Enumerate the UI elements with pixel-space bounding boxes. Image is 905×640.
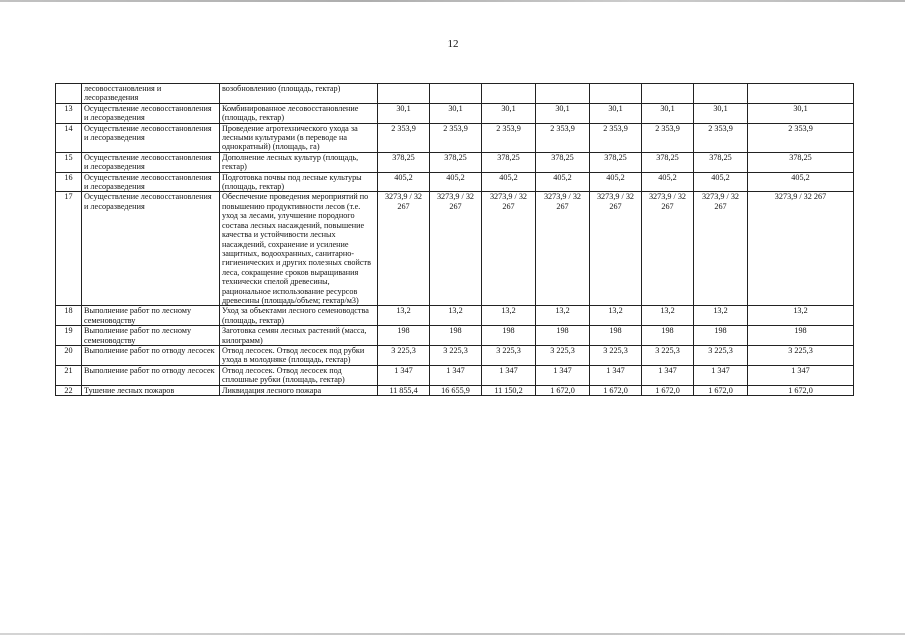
value-cell: 3273,9 / 32 267 — [378, 192, 430, 306]
value-cell — [536, 84, 590, 104]
value-cell: 3 225,3 — [694, 345, 748, 365]
table-row — [56, 103, 854, 123]
value-cell: 405,2 — [536, 172, 590, 192]
value-cell: 11 150,2 — [482, 385, 536, 395]
value-cell: 1 672,0 — [694, 385, 748, 395]
scan-bottom-edge — [0, 633, 905, 635]
indicator-cell: Отвод лесосек. Отвод лесосек под рубки ухода в молодняке (площадь, гектар) — [220, 345, 378, 365]
indicator-cell: Заготовка семян лесных растений (масса, килограмм) — [220, 326, 378, 346]
value-cell: 30,1 — [748, 103, 854, 123]
value-cell: 1 347 — [590, 365, 642, 385]
value-cell: 13,2 — [748, 306, 854, 326]
value-cell: 198 — [536, 326, 590, 346]
indicator-cell: возобновлению (площадь, гектар) — [220, 84, 378, 104]
table-row — [56, 152, 854, 172]
row-number: 21 — [56, 365, 82, 385]
value-cell: 3273,9 / 32 267 — [482, 192, 536, 306]
value-cell: 198 — [430, 326, 482, 346]
value-cell: 1 347 — [482, 365, 536, 385]
value-cell — [482, 84, 536, 104]
value-cell: 30,1 — [642, 103, 694, 123]
value-cell: 2 353,9 — [430, 123, 482, 152]
value-cell: 2 353,9 — [590, 123, 642, 152]
value-cell: 3 225,3 — [590, 345, 642, 365]
row-number: 15 — [56, 152, 82, 172]
indicator-cell: Отвод лесосек. Отвод лесосек под сплошные рубки (площадь, гектар) — [220, 365, 378, 385]
value-cell: 13,2 — [590, 306, 642, 326]
value-cell — [748, 84, 854, 104]
value-cell: 30,1 — [430, 103, 482, 123]
row-number: 22 — [56, 385, 82, 395]
value-cell: 2 353,9 — [642, 123, 694, 152]
value-cell — [430, 84, 482, 104]
row-number: 16 — [56, 172, 82, 192]
value-cell — [378, 84, 430, 104]
row-number: 17 — [56, 192, 82, 306]
row-number: 13 — [56, 103, 82, 123]
activity-cell: Осуществление лесовосстановления и лесоразведения — [82, 103, 220, 123]
value-cell: 3 225,3 — [748, 345, 854, 365]
value-cell: 3273,9 / 32 267 — [590, 192, 642, 306]
table-row — [56, 365, 854, 385]
value-cell: 3273,9 / 32 267 — [642, 192, 694, 306]
activity-cell: Осуществление лесовосстановления и лесоразведения — [82, 152, 220, 172]
activity-cell: лесовосстановления и лесоразведения — [82, 84, 220, 104]
value-cell: 2 353,9 — [378, 123, 430, 152]
value-cell: 378,25 — [748, 152, 854, 172]
activity-cell: Выполнение работ по отводу лесосек — [82, 365, 220, 385]
value-cell: 3273,9 / 32 267 — [694, 192, 748, 306]
value-cell: 1 347 — [748, 365, 854, 385]
value-cell: 3273,9 / 32 267 — [536, 192, 590, 306]
table-body — [56, 84, 854, 396]
value-cell: 3 225,3 — [642, 345, 694, 365]
indicator-cell: Ликвидация лесного пожара — [220, 385, 378, 395]
data-table — [55, 83, 854, 396]
value-cell: 30,1 — [378, 103, 430, 123]
value-cell: 2 353,9 — [748, 123, 854, 152]
indicator-cell: Проведение агротехнического ухода за лесными культурами (в переводе на однократный) (площадь, га) — [220, 123, 378, 152]
value-cell: 378,25 — [536, 152, 590, 172]
table-row — [56, 326, 854, 346]
value-cell: 2 353,9 — [536, 123, 590, 152]
value-cell: 198 — [748, 326, 854, 346]
value-cell: 30,1 — [694, 103, 748, 123]
value-cell: 378,25 — [642, 152, 694, 172]
value-cell: 198 — [694, 326, 748, 346]
value-cell: 378,25 — [378, 152, 430, 172]
value-cell: 16 655,9 — [430, 385, 482, 395]
value-cell: 405,2 — [430, 172, 482, 192]
value-cell — [694, 84, 748, 104]
activity-cell: Выполнение работ по лесному семеноводству — [82, 326, 220, 346]
value-cell: 30,1 — [482, 103, 536, 123]
activity-cell: Тушение лесных пожаров — [82, 385, 220, 395]
indicator-cell: Дополнение лесных культур (площадь, гектар) — [220, 152, 378, 172]
row-number — [56, 84, 82, 104]
value-cell: 3273,9 / 32 267 — [430, 192, 482, 306]
indicator-cell: Уход за объектами лесного семеноводства (площадь, гектар) — [220, 306, 378, 326]
value-cell: 2 353,9 — [694, 123, 748, 152]
page-number: 12 — [447, 38, 459, 50]
indicator-cell: Обеспечение проведения мероприятий по повышению продуктивности лесов (т.е. уход за лесами, улучшение породного состава лесных насаждений, повышение качества и устойчивости лесных насаждений, сохранение и усиление защитных, водоохранных, санитарно-гигиенических и других полезных свойств леса, сокращение сроков выращивания технически спелой древесины, рациональное использование ресурсов древесины (площадь/объем; гектар/м3) — [220, 192, 378, 306]
value-cell: 198 — [378, 326, 430, 346]
indicator-cell: Комбинированное лесовосстановление (площадь, гектар) — [220, 103, 378, 123]
activity-cell: Выполнение работ по лесному семеноводству — [82, 306, 220, 326]
activity-cell: Осуществление лесовосстановления и лесоразведения — [82, 123, 220, 152]
value-cell: 1 347 — [378, 365, 430, 385]
table-row — [56, 192, 854, 306]
activity-cell: Осуществление лесовосстановления и лесоразведения — [82, 172, 220, 192]
value-cell: 13,2 — [430, 306, 482, 326]
scan-top-edge — [0, 0, 905, 2]
value-cell: 1 347 — [536, 365, 590, 385]
value-cell: 198 — [590, 326, 642, 346]
activity-cell: Осуществление лесовосстановления и лесоразведения — [82, 192, 220, 306]
value-cell: 1 347 — [694, 365, 748, 385]
value-cell: 378,25 — [694, 152, 748, 172]
value-cell — [590, 84, 642, 104]
value-cell: 13,2 — [536, 306, 590, 326]
value-cell: 13,2 — [378, 306, 430, 326]
value-cell: 30,1 — [590, 103, 642, 123]
table-row — [56, 385, 854, 395]
value-cell: 1 672,0 — [590, 385, 642, 395]
table-row — [56, 345, 854, 365]
row-number: 19 — [56, 326, 82, 346]
value-cell — [642, 84, 694, 104]
table-row — [56, 123, 854, 152]
row-number: 18 — [56, 306, 82, 326]
row-number: 20 — [56, 345, 82, 365]
value-cell: 11 855,4 — [378, 385, 430, 395]
value-cell: 1 672,0 — [536, 385, 590, 395]
value-cell: 13,2 — [482, 306, 536, 326]
value-cell: 30,1 — [536, 103, 590, 123]
activity-cell: Выполнение работ по отводу лесосек — [82, 345, 220, 365]
value-cell: 3 225,3 — [536, 345, 590, 365]
table-row — [56, 306, 854, 326]
value-cell: 405,2 — [378, 172, 430, 192]
value-cell: 1 672,0 — [748, 385, 854, 395]
value-cell: 1 672,0 — [642, 385, 694, 395]
row-number: 14 — [56, 123, 82, 152]
value-cell: 3 225,3 — [378, 345, 430, 365]
value-cell: 405,2 — [748, 172, 854, 192]
value-cell: 2 353,9 — [482, 123, 536, 152]
value-cell: 13,2 — [642, 306, 694, 326]
value-cell: 1 347 — [430, 365, 482, 385]
value-cell: 3 225,3 — [430, 345, 482, 365]
value-cell: 405,2 — [482, 172, 536, 192]
value-cell: 405,2 — [694, 172, 748, 192]
value-cell: 1 347 — [642, 365, 694, 385]
value-cell: 198 — [482, 326, 536, 346]
value-cell: 378,25 — [482, 152, 536, 172]
value-cell: 13,2 — [694, 306, 748, 326]
value-cell: 378,25 — [430, 152, 482, 172]
value-cell: 198 — [642, 326, 694, 346]
indicator-cell: Подготовка почвы под лесные культуры (площадь, гектар) — [220, 172, 378, 192]
value-cell: 405,2 — [642, 172, 694, 192]
value-cell: 3273,9 / 32 267 — [748, 192, 854, 306]
table-row — [56, 84, 854, 104]
value-cell: 378,25 — [590, 152, 642, 172]
value-cell: 3 225,3 — [482, 345, 536, 365]
value-cell: 405,2 — [590, 172, 642, 192]
table-row — [56, 172, 854, 192]
